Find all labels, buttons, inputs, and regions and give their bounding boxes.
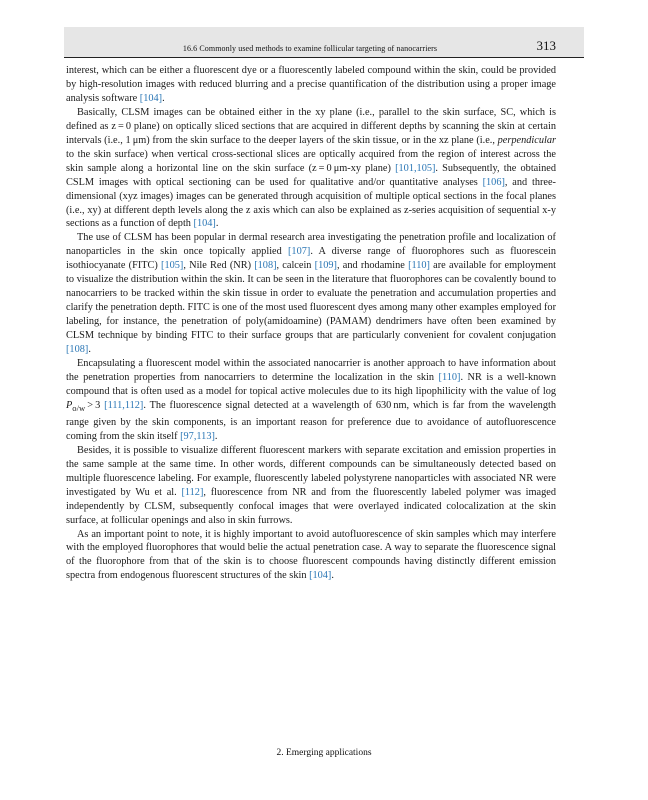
citation-link[interactable]: [110] <box>438 371 461 383</box>
paragraph: Besides, it is possible to visualize different fluorescent markers with separate excitation and emission properties in the same sample at the same time. In other words, different compounds can be simultaneously detected based on multiple fluorescence labeling. For example, fluorescently labeled polystyrene nanoparticles with associated NR were investigated by Wu et al. [112], fluorescence from NR and from the fluorescently labeled polymer was imaged independently by CLSM, subsequently confocal images that were overlayed indicated colocalization at the skin surface, at follicular openings and also in skin furrows. <box>66 444 556 526</box>
citation-link[interactable]: [108] <box>254 260 277 272</box>
subscript-text: o/w <box>72 402 86 413</box>
citation-link[interactable]: [97,113] <box>180 430 215 442</box>
header-divider <box>64 57 584 58</box>
citation-link[interactable]: [106] <box>482 176 505 188</box>
page-number: 313 <box>536 38 556 53</box>
citation-link[interactable]: [104] <box>139 92 163 104</box>
paragraph: The use of CLSM has been popular in dermal research area investigating the penetration profile and localization of nanoparticles in the skin once topically applied [107]. A diverse range of fluorophores such as fluorescein isothiocyanate (FITC) [105], Nile Red (NR) [108], calcein [109], and rhodamine [110] are available for employment to visualize the distribution within the skin. It can be seen in the literature that fluorophores can be covalently bound to nanocarriers to be tracked within the skin tissue in order to evaluate the penetration and accumulation properties and clarify the penetration depth. FITC is one of the most used fluorescent dyes among many other examples employed for labeling, for instance, the penetration of poly(amidoamine) (PAMAM) dendrimers have often been examined by CLSM technique by binding FITC to their surface groups that are particularly convenient for covalent conjugation [108]. <box>66 232 556 356</box>
citation-link[interactable]: [109] <box>314 260 337 272</box>
paragraph: Basically, CLSM images can be obtained either in the xy plane (i.e., parallel to the skin surface, SC, which is defined as z = 0 plane) on optically sliced sections that are acquired in different depths by scanning the skin at certain intervals (i.e., 1 μm) from the skin surface to the deeper layers of the skin tissue, or in the xz plane (i.e., perpendicular to the skin surface) when vertical cross-sectional slices are optically acquired from the region of interest across the skin sample along a horizontal line on the skin surface (z = 0 μm-xy plane) [101,105]. Subsequently, the obtained CSLM images with optical sectioning can be used for qualitative and/or quantitative analyses [106], and three-dimensional (xyz images) images can be generated through acquisition of multiple optical sections in the focal planes (i.e., xy) at different depth levels along the z axis which can also be explained as z-series acquisition of sequential x-y sections as a function of depth [104]. <box>66 106 556 230</box>
citation-link[interactable]: [110] <box>408 260 430 272</box>
paragraph: As an important point to note, it is highly important to avoid autofluorescence of skin samples which may interfere with the employed fluorophores that would belie the actual penetration case. A way to separate the fluorescence signal of the fluorophore from that of the skin is to choose fluorescent compounds having distinctly different emission spectra from endogenous fluorescent structures of the skin [104]. <box>66 528 556 582</box>
running-header-title: 16.6 Commonly used methods to examine follicular targeting of nanocarriers <box>182 44 438 53</box>
emphasis-text: perpendicular <box>497 134 556 146</box>
citation-link[interactable]: [111,112] <box>104 399 144 411</box>
citation-link[interactable]: [105] <box>161 260 184 272</box>
citation-link[interactable]: [104] <box>309 570 332 582</box>
paragraph: interest, which can be either a fluorescent dye or a fluorescently labeled compound within the skin, could be provided by high-resolution images with reduced blurring and a precise quantification of the distribution using a proper image analysis software [104]. <box>66 65 556 104</box>
citation-link[interactable]: [108] <box>66 344 89 356</box>
citation-link[interactable]: [112] <box>181 486 204 498</box>
citation-link[interactable]: [107] <box>288 246 311 258</box>
body-text <box>66 64 556 583</box>
emphasis-text: P <box>66 399 73 411</box>
paragraph: Encapsulating a fluorescent model within the associated nanocarrier is another approach to have information about the penetration properties from nanocarriers to determine the localization in the skin [110]. NR is a well-known compound that is often used as a model for topical active molecules due to its high lipophilicity with the value of $\log P_{o/w} > 3$ [111,112]. The fluorescence signal detected at a wavelength of 630 nm, which is far from the wavelength range given by the skin components, is an important reason for preference due to avoidance of autofluorescence coming from the skin itself [97,113]. <box>66 358 556 442</box>
footer-section-label: 2. Emerging applications <box>276 748 372 758</box>
citation-link[interactable]: [101,105] <box>395 162 436 174</box>
citation-link[interactable]: [104] <box>193 218 216 230</box>
